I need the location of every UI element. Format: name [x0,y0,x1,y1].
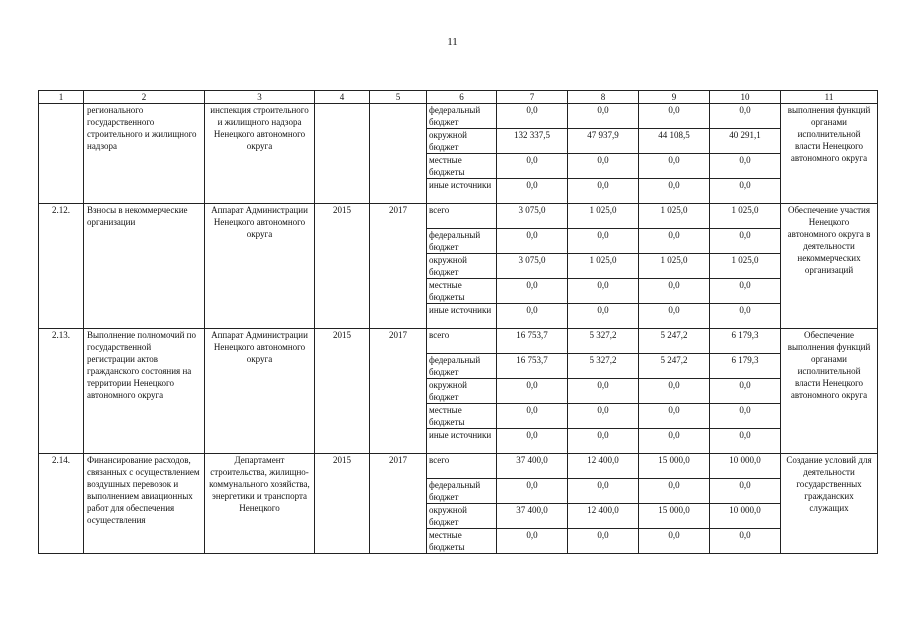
item-result: Обеспечение выполнения функций органами исполнительной власти Ненецкого автономного округа [781,329,878,454]
funding-value: 0,0 [710,479,781,504]
table-row [39,204,878,229]
item-start-year [315,104,370,204]
funding-source: всего [427,454,497,479]
column-header: 1 [39,91,84,104]
item-executor: Аппарат Администрации Ненецкого автономного округа [205,329,315,454]
item-executor: инспекция строительного и жилищного надзора Ненецкого автономного округа [205,104,315,204]
item-start-year: 2015 [315,204,370,329]
item-result: Создание условий для деятельности государственных гражданских служащих [781,454,878,554]
funding-value: 132 337,5 [497,129,568,154]
item-start-year: 2015 [315,329,370,454]
funding-source: всего [427,204,497,229]
funding-value: 0,0 [568,304,639,329]
funding-source: окружной бюджет [427,254,497,279]
funding-value: 1 025,0 [639,204,710,229]
funding-value: 0,0 [710,154,781,179]
column-header: 6 [427,91,497,104]
funding-value: 0,0 [710,179,781,204]
funding-value: 0,0 [639,529,710,554]
page-number: 11 [447,36,458,48]
funding-value: 0,0 [710,379,781,404]
funding-value: 0,0 [497,479,568,504]
funding-value: 0,0 [639,154,710,179]
funding-value: 0,0 [639,304,710,329]
funding-value: 0,0 [568,154,639,179]
funding-value: 12 400,0 [568,504,639,529]
funding-value: 0,0 [710,279,781,304]
funding-value: 0,0 [639,379,710,404]
funding-value: 6 179,3 [710,354,781,379]
table-header-row [39,91,878,104]
funding-value: 1 025,0 [568,204,639,229]
funding-source: иные источники [427,304,497,329]
item-end-year: 2017 [370,454,427,554]
funding-value: 0,0 [639,404,710,429]
funding-value: 1 025,0 [710,254,781,279]
column-header: 10 [710,91,781,104]
item-end-year [370,104,427,204]
funding-value: 0,0 [568,229,639,254]
funding-value: 5 247,2 [639,354,710,379]
funding-value: 0,0 [497,304,568,329]
funding-value: 0,0 [497,154,568,179]
funding-value: 3 075,0 [497,204,568,229]
funding-value: 0,0 [710,529,781,554]
funding-value: 0,0 [568,379,639,404]
funding-value: 0,0 [639,429,710,454]
funding-source: всего [427,329,497,354]
funding-value: 5 327,2 [568,354,639,379]
funding-value: 10 000,0 [710,504,781,529]
item-number [39,104,84,204]
funding-value: 0,0 [710,229,781,254]
funding-value: 0,0 [497,104,568,129]
funding-value: 1 025,0 [639,254,710,279]
funding-source: местные бюджеты [427,279,497,304]
item-name: Взносы в некоммерческие организации [84,204,205,329]
table-row [39,104,878,129]
funding-source: окружной бюджет [427,129,497,154]
funding-value: 0,0 [710,304,781,329]
funding-source: иные источники [427,429,497,454]
funding-value: 37 400,0 [497,504,568,529]
column-header: 4 [315,91,370,104]
item-result: Обеспечение участия Ненецкого автономного округа в деятельности некоммерческих организаций [781,204,878,329]
column-header: 3 [205,91,315,104]
funding-source: федеральный бюджет [427,229,497,254]
item-number: 2.14. [39,454,84,554]
funding-value: 0,0 [497,429,568,454]
item-result: выполнения функций органами исполнительной власти Ненецкого автономного округа [781,104,878,204]
funding-source: федеральный бюджет [427,354,497,379]
funding-value: 5 327,2 [568,329,639,354]
funding-value: 0,0 [497,404,568,429]
funding-value: 0,0 [639,104,710,129]
funding-value: 37 400,0 [497,454,568,479]
funding-value: 0,0 [568,404,639,429]
column-header: 9 [639,91,710,104]
funding-value: 10 000,0 [710,454,781,479]
funding-value: 1 025,0 [710,204,781,229]
funding-value: 0,0 [710,429,781,454]
item-executor: Департамент строительства, жилищно-коммунального хозяйства, энергетики и транспорта Ненецкого [205,454,315,554]
column-header: 5 [370,91,427,104]
funding-source: федеральный бюджет [427,104,497,129]
funding-value: 40 291,1 [710,129,781,154]
funding-value: 0,0 [568,279,639,304]
column-header: 8 [568,91,639,104]
column-header: 7 [497,91,568,104]
funding-value: 16 753,7 [497,354,568,379]
funding-value: 0,0 [497,379,568,404]
funding-value: 3 075,0 [497,254,568,279]
item-number: 2.13. [39,329,84,454]
funding-value: 0,0 [710,104,781,129]
funding-value: 47 937,9 [568,129,639,154]
funding-value: 12 400,0 [568,454,639,479]
budget-table [38,90,878,554]
funding-value: 44 108,5 [639,129,710,154]
funding-source: федеральный бюджет [427,479,497,504]
funding-source: местные бюджеты [427,154,497,179]
funding-value: 15 000,0 [639,504,710,529]
funding-source: иные источники [427,179,497,204]
table-row [39,329,878,354]
funding-source: местные бюджеты [427,529,497,554]
funding-value: 0,0 [497,229,568,254]
funding-source: окружной бюджет [427,504,497,529]
item-name: Выполнение полномочий по государственной регистрации актов гражданского состояния на территории Ненецкого автономного округа [84,329,205,454]
funding-value: 0,0 [710,404,781,429]
funding-value: 0,0 [568,529,639,554]
funding-value: 15 000,0 [639,454,710,479]
funding-value: 5 247,2 [639,329,710,354]
funding-source: местные бюджеты [427,404,497,429]
item-end-year: 2017 [370,204,427,329]
funding-value: 1 025,0 [568,254,639,279]
item-end-year: 2017 [370,329,427,454]
funding-value: 0,0 [568,179,639,204]
item-name: регионального государственного строительного и жилищного надзора [84,104,205,204]
funding-value: 6 179,3 [710,329,781,354]
column-header: 2 [84,91,205,104]
funding-value: 0,0 [639,229,710,254]
funding-value: 0,0 [639,279,710,304]
funding-value: 0,0 [497,529,568,554]
item-number: 2.12. [39,204,84,329]
item-start-year: 2015 [315,454,370,554]
table-row [39,454,878,479]
funding-value: 16 753,7 [497,329,568,354]
item-name: Финансирование расходов, связанных с осуществлением воздушных перевозок и выполнением авиационных работ для обеспечения осуществления [84,454,205,554]
funding-value: 0,0 [568,104,639,129]
funding-value: 0,0 [497,179,568,204]
funding-value: 0,0 [639,179,710,204]
funding-value: 0,0 [497,279,568,304]
funding-value: 0,0 [568,429,639,454]
funding-source: окружной бюджет [427,379,497,404]
column-header: 11 [781,91,878,104]
item-executor: Аппарат Администрации Ненецкого автономного округа [205,204,315,329]
funding-value: 0,0 [568,479,639,504]
funding-value: 0,0 [639,479,710,504]
